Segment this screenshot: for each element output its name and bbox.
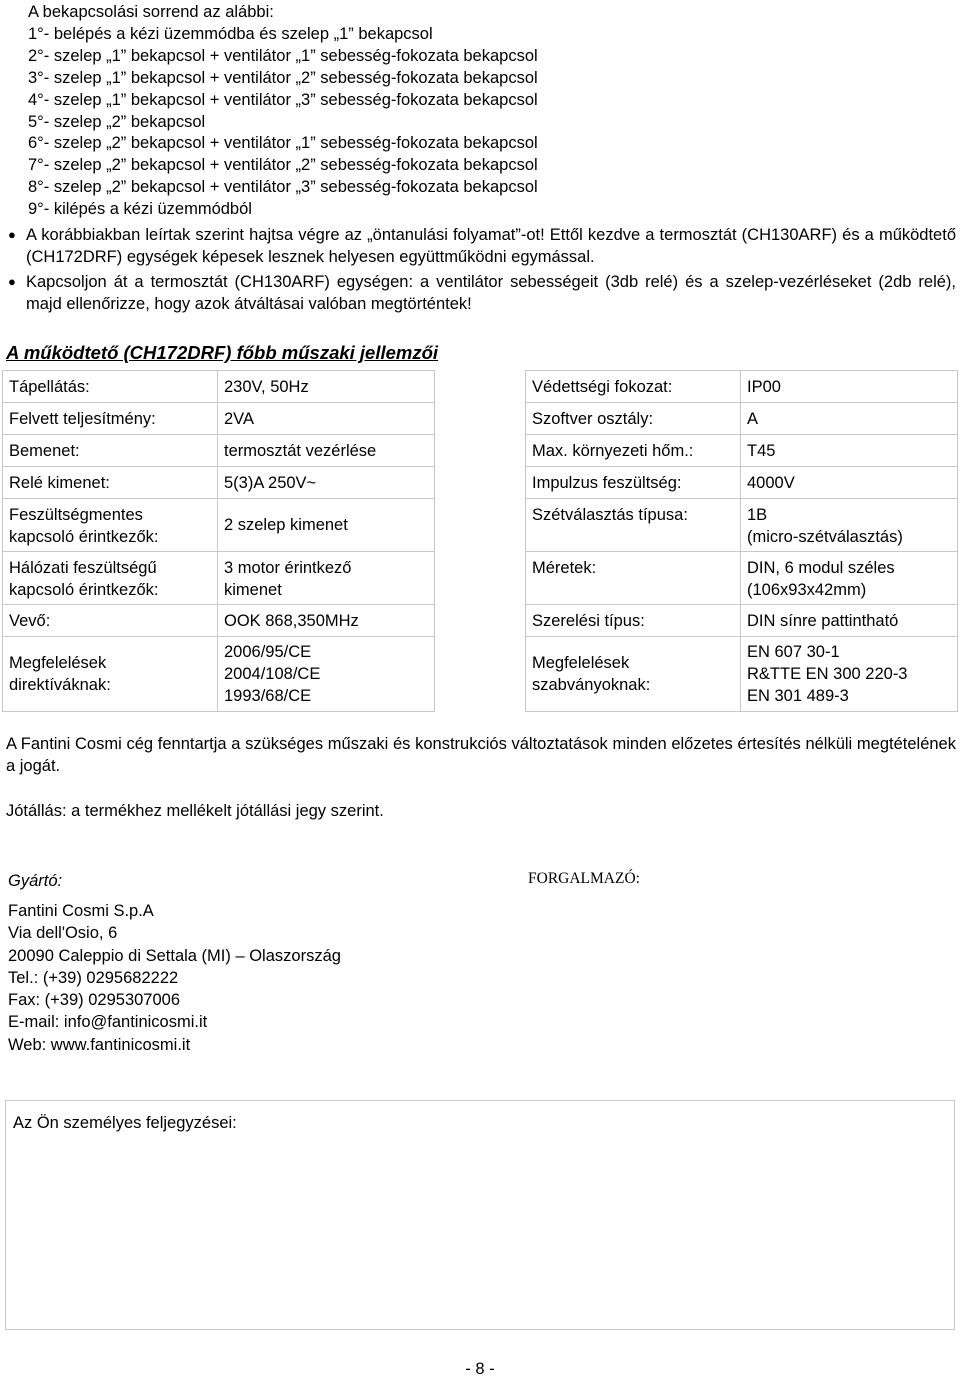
instruction-bullets	[8, 224, 956, 315]
spec-value-line: 2004/108/CE	[224, 665, 321, 683]
spec-row	[3, 552, 435, 605]
spec-label: Megfelelések szabványoknak:	[526, 637, 741, 712]
spec-value-line: (micro-szétválasztás)	[747, 528, 903, 546]
spec-row	[526, 467, 958, 499]
spec-row	[3, 499, 435, 552]
spec-value: 230V, 50Hz	[218, 371, 435, 403]
spec-value: 2VA	[218, 403, 435, 435]
spec-label: Szerelési típus:	[526, 605, 741, 637]
spec-row	[526, 371, 958, 403]
spec-value: DIN sínre pattintható	[741, 605, 958, 637]
spec-label: Impulzus feszültség:	[526, 467, 741, 499]
sequence-step: 5°- szelep „2” bekapcsol	[28, 112, 206, 131]
spec-label: Hálózati feszültségű kapcsoló érintkezők:	[3, 552, 218, 605]
manufacturer-address	[8, 900, 341, 1056]
spec-value: 5(3)A 250V~	[218, 467, 435, 499]
spec-label: Méretek:	[526, 552, 741, 605]
spec-value-line: kimenet	[224, 581, 282, 599]
bullet-text: Kapcsoljon át a termosztát (CH130ARF) egységen: a ventilátor sebességeit (3db relé) és a szelep-vezérléseket (2db relé), majd ellenőrizze, hogy azok átváltásai valóban megtörténtek!	[26, 273, 956, 313]
spec-value: IP00	[741, 371, 958, 403]
spec-row	[3, 637, 435, 712]
spec-label: Max. környezeti hőm.:	[526, 435, 741, 467]
personal-notes-box	[5, 1100, 955, 1330]
sequence-step: 7°- szelep „2” bekapcsol + ventilátor „2” sebesség-fokozata bekapcsol	[28, 156, 538, 175]
spec-row	[3, 605, 435, 637]
disclaimer-paragraph: A Fantini Cosmi cég fenntartja a szükséges műszaki és konstrukciós változtatások minden előzetes értesítés nélküli megtételének a jogát.	[6, 735, 956, 775]
spec-value-line: EN 607 30-1	[747, 643, 840, 661]
spec-label: Megfelelések direktíváknak:	[3, 637, 218, 712]
spec-value: OOK 868,350MHz	[218, 605, 435, 637]
manufacturer-label: Gyártó:	[8, 872, 63, 890]
manufacturer-web: Web: www.fantinicosmi.it	[8, 1035, 191, 1054]
bullet-item	[8, 271, 956, 315]
bullet-dot-icon: ●	[8, 227, 16, 242]
sequence-step: 3°- szelep „1” bekapcsol + ventilátor „2” sebesség-fokozata bekapcsol	[28, 68, 538, 87]
page-number: - 8 -	[465, 1360, 495, 1378]
spec-value	[218, 637, 435, 712]
spec-value	[741, 499, 958, 552]
manufacturer-city: 20090 Caleppio di Settala (MI) – Olaszország	[8, 946, 341, 965]
spec-label: Felvett teljesítmény:	[3, 403, 218, 435]
spec-row	[3, 435, 435, 467]
sequence-step: 1°- belépés a kézi üzemmódba és szelep „1” bekapcsol	[28, 24, 433, 43]
notes-label: Az Ön személyes feljegyzései:	[13, 1114, 237, 1132]
sequence-step: 8°- szelep „2” bekapcsol + ventilátor „3” sebesség-fokozata bekapcsol	[28, 178, 538, 197]
spec-label: Szoftver osztály:	[526, 403, 741, 435]
distributor-label: FORGALMAZÓ:	[528, 870, 640, 887]
spec-row	[526, 435, 958, 467]
warranty-paragraph: Jótállás: a termékhez mellékelt jótállási jegy szerint.	[6, 802, 384, 820]
spec-value-line: EN 301 489-3	[747, 687, 849, 705]
manufacturer-street: Via dell'Osio, 6	[8, 924, 118, 943]
spec-value	[218, 552, 435, 605]
spec-label: Bemenet:	[3, 435, 218, 467]
sequence-step: 9°- kilépés a kézi üzemmódból	[28, 200, 252, 219]
spec-label: Védettségi fokozat:	[526, 371, 741, 403]
spec-row	[3, 403, 435, 435]
bullet-item	[8, 224, 956, 268]
specs-table-left	[2, 370, 435, 712]
spec-value-line: (106x93x42mm)	[747, 581, 867, 599]
spec-value: termosztát vezérlése	[218, 435, 435, 467]
bullet-text: A korábbiakban leírtak szerint hajtsa végre az „öntanulási folyamat”-ot! Ettől kezdve a termosztát (CH130ARF) és a működtető (CH172DRF) egységek képesek lesznek helyesen együttműködni egymással.	[26, 226, 956, 266]
spec-label: Tápellátás:	[3, 371, 218, 403]
spec-value	[741, 637, 958, 712]
sequence-step: 4°- szelep „1” bekapcsol + ventilátor „3” sebesség-fokozata bekapcsol	[28, 90, 538, 109]
spec-label: Szétválasztás típusa:	[526, 499, 741, 552]
manufacturer-name: Fantini Cosmi S.p.A	[8, 902, 154, 920]
spec-row	[526, 403, 958, 435]
spec-value: 2 szelep kimenet	[218, 499, 435, 552]
spec-row	[3, 371, 435, 403]
switching-sequence	[28, 2, 538, 221]
spec-row	[526, 499, 958, 552]
spec-value	[741, 552, 958, 605]
spec-value-line: DIN, 6 modul széles	[747, 559, 895, 577]
sequence-intro: A bekapcsolási sorrend az alábbi:	[28, 3, 274, 21]
spec-value: 4000V	[741, 467, 958, 499]
spec-value-line: 1993/68/CE	[224, 687, 312, 705]
spec-value: T45	[741, 435, 958, 467]
bullet-dot-icon: ●	[8, 274, 16, 289]
spec-row	[526, 552, 958, 605]
section-title: A működtető (CH172DRF) főbb műszaki jellemzői	[6, 342, 439, 363]
spec-value-line: 2006/95/CE	[224, 643, 312, 661]
spec-value: A	[741, 403, 958, 435]
sequence-step: 2°- szelep „1” bekapcsol + ventilátor „1” sebesség-fokozata bekapcsol	[28, 46, 538, 65]
spec-row	[526, 637, 958, 712]
spec-value-line: 1B	[747, 506, 768, 524]
spec-value-line: 3 motor érintkező	[224, 559, 352, 577]
spec-label: Relé kimenet:	[3, 467, 218, 499]
sequence-step: 6°- szelep „2” bekapcsol + ventilátor „1” sebesség-fokozata bekapcsol	[28, 134, 538, 153]
spec-label: Feszültségmentes kapcsoló érintkezők:	[3, 499, 218, 552]
manufacturer-email: E-mail: info@fantinicosmi.it	[8, 1013, 208, 1032]
manufacturer-phone: Tel.: (+39) 0295682222	[8, 968, 179, 987]
manufacturer-fax: Fax: (+39) 0295307006	[8, 991, 181, 1010]
specs-table-right	[525, 370, 958, 712]
spec-value-line: R&TTE EN 300 220-3	[747, 665, 908, 683]
spec-label: Vevő:	[3, 605, 218, 637]
spec-row	[526, 605, 958, 637]
spec-row	[3, 467, 435, 499]
